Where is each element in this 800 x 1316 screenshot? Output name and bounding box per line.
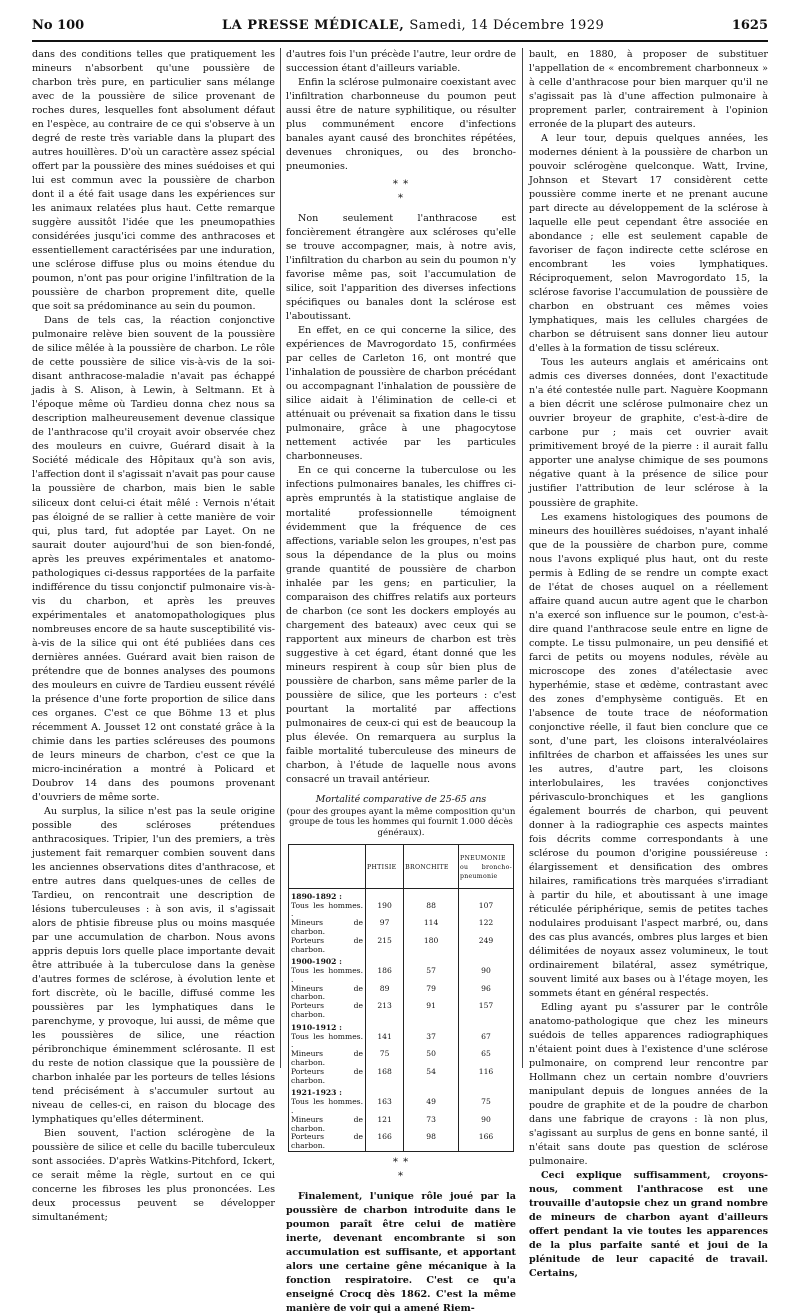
table-cell: 180 — [404, 937, 459, 955]
table-cell: 166 — [459, 1133, 514, 1151]
header-rule — [32, 40, 768, 42]
table-cell: 65 — [459, 1050, 514, 1068]
table-cell: 190 — [366, 902, 404, 920]
table-cell: 37 — [404, 1033, 459, 1051]
mortality-table — [288, 844, 514, 1152]
journal-title — [222, 18, 604, 33]
table-group-row — [289, 1085, 514, 1098]
table-cell: 122 — [459, 919, 514, 937]
row-label: Porteurs de charbon. — [289, 1133, 366, 1151]
table-row — [289, 1068, 514, 1086]
table-cell: 57 — [404, 967, 459, 985]
table-cell: 75 — [459, 1098, 514, 1116]
page-number: 1625 — [731, 18, 768, 33]
period-label: 1890-1892 : — [289, 888, 366, 901]
table-cell: 186 — [366, 967, 404, 985]
table-cell — [404, 1085, 459, 1098]
issue-number: No 100 — [32, 18, 85, 33]
table-cell: 114 — [404, 919, 459, 937]
paragraph: Non seulement l'anthracose est foncièrement étrangère aux scléroses qu'elle se trouve accompagner, mais, à notre avis, l'infiltration du charbon au sein du poumon n'y favorise même pas, soit l'accumulation de silice, soit l'apparition des diverses infections spécifiques ou banales dont la sclérose est l'aboutissant. — [286, 213, 516, 323]
table-cell: 89 — [366, 985, 404, 1003]
paragraph: En ce qui concerne la tuberculose ou les infections pulmonaires banales, les chiffres ci-après empruntés à la statistique anglaise de mortalité professionnelle témoignent évidemment que la fréquence de ces affections, variable selon les groupes, n'est pas sous la dépendance de la plus ou moins grande quantité de poussière de charbon inhalée par les gens; en particulier, la comparaison des chiffres relatifs aux porteurs de charbon (ce sont les dockers employés au chargement des bateaux) avec ceux qui se rapportent aux mineurs de charbon est très suggestive à cet égard, étant donné que les mineurs respirent à coup sûr bien plus de poussière de charbon, sans même parler de la poussière de silice, que les porteurs : c'est pourtant la mortalité par affections pulmonaires de ceux-ci qui est de beaucoup la plus élevée. On remarquera au surplus la faible mortalité tuberculeuse des mineurs de charbon, à l'étude de laquelle nous avons consacré un travail antérieur. — [286, 465, 516, 785]
paragraph: Bien souvent, l'action sclérogène de la poussière de silice et celle du bacille tuberculeux sont associées. D'après Watkins-Pitchford, Ickert, ce serait même la règle, surtout en ce qui concerne les fibroses les plus prononcées. Les deux processus peuvent se développer simultanément; — [32, 1128, 275, 1224]
paragraph: bault, en 1880, à proposer de substituer l'appellation de « encombrement charbonneux » à celle d'anthracose pour bien marquer qu'il ne s'agissait pas là d'une affection pulmonaire à proprement parler, contrairement à l'opinion erronée de la plupart des auteurs. — [529, 49, 768, 131]
column-divider — [522, 48, 523, 1068]
column-2 — [286, 48, 516, 1316]
row-label: Tous les hommes. . — [289, 967, 366, 985]
row-label: Mineurs de charbon. — [289, 919, 366, 937]
period-label: 1900-1902 : — [289, 954, 366, 967]
column-3 — [529, 48, 768, 1281]
period-label: 1910-1912 : — [289, 1020, 366, 1033]
table-row — [289, 1050, 514, 1068]
paragraph: Les examens histologiques des poumons de mineurs des houillères suédoises, n'ayant inhalé que de la poussière de charbon pure, comme nous l'avons expliqué plus haut, ont du reste permis à Edling de se rendre un compte exact de l'état de choses auquel on a réellement affaire quand aucun autre agent que le charbon n'a exercé son influence sur le poumon, c'est-à-dire quand l'anthracose seule entre en ligne de compte. Le tissu pulmonaire, un peu densifié et farci de petits ou moyens nodules, révèle au microscope des zones d'atélectasie avec hyperhémie, stase et œdème, contrastant avec des zones d'emphysème contiguës. Et en l'absence de toute trace de néoformation conjonctive réelle, il faut bien conclure que ce sont, d'une part, les cloisons interalvéolaires infiltrées de charbon et affaissées les unes sur les autres, d'autre part, les cloisons interlobulaires, les travées conjonctives périvasculo-bronchiques et les ganglions également bourrés de charbon, qui peuvent donner à la radiographie ces aspects maintes fois décrits comme correspondants à une sclérose du poumon d'origine poussiéreuse : élargissement et densification des ombres hilaires, ramifications très marquées s'irradiant à partir du hile, et aboutissant à une image réticulée périphérique, semis de petites taches nodulaires produisant l'aspect marbré, ou, dans des cas plus avancés, ombres plus larges et bien délimitées de noyaux assez volumineux, le tout ordinairement bilatéral, assez symétrique, souvent limité aux bases ou à l'étage moyen, les sommets étant en général respectés. — [529, 511, 768, 1000]
table-cell: 96 — [459, 985, 514, 1003]
table-cell — [459, 1020, 514, 1033]
table-cell: 54 — [404, 1068, 459, 1086]
paragraph: Dans de tels cas, la réaction conjonctive pulmonaire relève bien souvent de la poussière de silice mêlée à la poussière de charbon. Le rôle de cette poussière de silice vis-à-vis de la soi-disant anthracose-maladie n'avait pas échappé jadis à S. Alison, à Lewin, à Seltmann. Et à l'époque même où Tardieu donna chez nous sa description malheureusement devenue classique de l'anthracose qu'il croyait avoir observée chez des mouleurs en cuivre, Guérard disait à la Société médicale des Hôpitaux qu'à son avis, l'affection dont il s'agissait n'avait pas pour cause la poussière de charbon, mais bien le sable siliceux dont celui-ci était mêlé : Vernois n'était pas éloigné de se rallier à cette manière de voir qui, plus tard, fut adoptée par Layet. On ne saurait douter aujourd'hui de son bien-fondé, après les preuves expérimentales et anatomo-pathologiques ci-dessus rapportées de la parfaite indifférence du tissu conjonctif pulmonaire vis-à-vis du charbon, et après les preuves expérimentales et anatomopathologiques plus nombreuses encore de sa haute susceptibilité vis-à-vis de la silice qui ont été publiées dans ces dernières années. Guérard avait bien raison de prétendre que de bonnes analyses des poumons des mouleurs en cuivre de Tardieu eussent révélé la présence d'une forte proportion de silice dans ces organes. C'est ce que Böhme 13 et plus récemment A. Jousset 12 ont constaté grâce à la chimie dans les parties scléreuses des poumons de leurs mineurs de charbon, c'est ce que la micro-incinération a montré à Policard et Doubrov 14 dans des poumons provenant d'ouvriers de même sorte. — [32, 315, 275, 803]
table-cell: 107 — [459, 902, 514, 920]
paragraph: Enfin la sclérose pulmonaire coexistant avec l'infiltration charbonneuse du poumon peut aussi être de nature syphilitique, ou résulter plus communément encore d'infections banales ayant causé des bronchites répétées, devenues chroniques, ou des broncho-pneumonies. — [286, 77, 516, 173]
table-cell — [366, 1020, 404, 1033]
table-row — [289, 1133, 514, 1151]
table-cell: 121 — [366, 1116, 404, 1134]
paragraph: En effet, en ce qui concerne la silice, des expériences de Mavrogordato 15, confirmées par celles de Carleton 16, ont montré que l'inhalation de poussière de charbon précédant ou accompagnant l'inhalation de poussière de silice aidait à l'élimination de celle-ci et atténuait ou prévenait sa fixation dans le tissu pulmonaire, grâce à une phagocytose nettement activée par les particules charbonneuses. — [286, 325, 516, 463]
table-cell — [404, 1020, 459, 1033]
table-cell — [459, 1085, 514, 1098]
table-cell: 91 — [404, 1002, 459, 1020]
table-header: BRONCHITE — [404, 845, 459, 888]
row-label: Tous les hommes. . — [289, 1098, 366, 1116]
table-cell: 90 — [459, 1116, 514, 1134]
table-cell: 73 — [404, 1116, 459, 1134]
table-group-row — [289, 888, 514, 901]
paragraph: A leur tour, depuis quelques années, les modernes dénient à la poussière de charbon un pouvoir sclérogène quelconque. Watt, Irvine, Johnson et Stevart 17 considèrent cette poussière comme inerte et ne prenant aucune part directe au développement de la sclérose à laquelle elle peut cependant être associée en abondance ; elle est seulement capable de favoriser de façon indirecte cette sclérose en encombrant les voies lymphatiques. Réciproquement, selon Mavrogordato 15, la sclérose favorise l'accumulation de poussière de charbon en obstruant ces mêmes voies lymphatiques, mais les cellules chargées de charbon se détruisent sans donner lieu autour d'elles à la formation de tissu scléreux. — [529, 133, 768, 355]
row-label: Porteurs de charbon. — [289, 1068, 366, 1086]
period-label: 1921-1923 : — [289, 1085, 366, 1098]
paragraph: d'autres fois l'un précède l'autre, leur ordre de succession étant d'ailleurs variable. — [286, 49, 516, 75]
table-subtitle: (pour des groupes ayant la même composition qu'un groupe de tous les hommes qui fournit 1.000 décès généraux). — [286, 806, 516, 838]
table-cell: 50 — [404, 1050, 459, 1068]
table-cell: 249 — [459, 937, 514, 955]
table-row — [289, 1116, 514, 1134]
table-row — [289, 919, 514, 937]
issue-date: Samedi, 14 Décembre 1929 — [409, 18, 605, 33]
table-cell — [459, 888, 514, 901]
paragraph: Edling ayant pu s'assurer par le contrôle anatomo-pathologique que chez les mineurs suédois de telles apparences radiographiques n'étaient point dues à l'existence d'une sclérose pulmonaire, on comprend leur rencontre par Hollmann chez un certain nombre d'ouvriers manipulant depuis de longues années de la poudre de graphite et de la poudre de charbon dans une fabrique de crayons : là non plus, s'agissant au surplus de gens en bonne santé, il n'était sans doute pas question de sclérose pulmonaire. — [529, 1002, 768, 1168]
paragraph: Finalement, l'unique rôle joué par la poussière de charbon introduite dans le poumon paraît être celui de matière inerte, devenant encombrante si son accumulation est suffisante, et apportant alors une certaine gêne mécanique à la fonction respiratoire. C'est ce qu'a enseigné Crocq dès 1862. C'est la même manière de voir qui a amené Riem- — [286, 1191, 516, 1315]
table-cell: 213 — [366, 1002, 404, 1020]
table-row — [289, 902, 514, 920]
journal-name: LA PRESSE MÉDICALE, — [222, 18, 405, 33]
section-separator: * * * — [392, 1157, 410, 1183]
table-group-row — [289, 1020, 514, 1033]
row-label: Tous les hommes. . — [289, 902, 366, 920]
table-cell — [366, 1085, 404, 1098]
row-label: Porteurs de charbon. — [289, 1002, 366, 1020]
paragraph: Au surplus, la silice n'est pas la seule origine possible des scléroses prétendues anthracosiques. Tripier, l'un des premiers, a très justement fait remarquer combien souvent dans les anciennes observations dites d'anthracose, et entre autres dans quelques-unes de celles de Tardieu, on rencontrait une description de lésions tuberculeuses : à son avis, il s'agissait alors de phtisie fibreuse plus ou moins masquée par une accumulation de charbon. Nous avons appris depuis lors quelle place importante devait être attribuée à la tuberculose dans la genèse d'autres formes de sclérose, à évolution lente et fort discrète, où le bacille, diffusé comme les poussières par les lymphatiques dans le parenchyme, y provoque, lui aussi, de même que les poussières de silice, une réaction péribronchique éminemment sclérosante. Il est du reste de notion classique que la poussière de charbon inhalée par les porteurs de telles lésions tend précisément à s'accumuler surtout au niveau de celles-ci, en raison du blocage des lymphatiques qu'elles déterminent. — [32, 805, 275, 1126]
table-cell — [404, 888, 459, 901]
table-cell — [366, 888, 404, 901]
paragraph: Tous les auteurs anglais et américains ont admis ces diverses données, dont l'exactitude n'a été contestée nulle part. Naguère Koopmann a bien décrit une sclérose pulmonaire chez un ouvrier broyeur de graphite, c'est-à-dire de carbone pur ; mais cet ouvrier avait primitivement broyé de la pierre : il aurait fallu apporter une analyse chimique de ses poumons négative quant à la présence de silice pour justifier l'attribution de leur sclérose à la poussière de graphite. — [529, 357, 768, 509]
table-row — [289, 1098, 514, 1116]
table-row — [289, 937, 514, 955]
table-row — [289, 1033, 514, 1051]
page-header — [32, 18, 768, 40]
row-label: Mineurs de charbon. — [289, 985, 366, 1003]
row-label: Mineurs de charbon. — [289, 1116, 366, 1134]
column-divider — [280, 48, 281, 1068]
section-separator: * * * — [392, 179, 410, 205]
row-label: Porteurs de charbon. — [289, 937, 366, 955]
column-1 — [32, 48, 275, 1225]
table-header: PNEUMONIE ou broncho-pneumonie — [459, 845, 514, 888]
table-cell: 49 — [404, 1098, 459, 1116]
table-cell: 166 — [366, 1133, 404, 1151]
table-header: PHTISIE — [366, 845, 404, 888]
table-title: Mortalité comparative de 25-65 ans — [315, 793, 487, 805]
table-row — [289, 967, 514, 985]
table-cell: 97 — [366, 919, 404, 937]
table-cell: 157 — [459, 1002, 514, 1020]
table-cell: 79 — [404, 985, 459, 1003]
paragraph: Ceci explique suffisamment, croyons-nous, comment l'anthracose est une trouvaille d'autopsie chez un grand nombre de mineurs de charbon ayant d'ailleurs offert pendant la vie toutes les apparences de la plus parfaite santé et joui de la plénitude de leur capacité de travail. Certains, — [529, 1170, 768, 1280]
row-label: Tous les hommes. . — [289, 1033, 366, 1051]
table-cell: 215 — [366, 937, 404, 955]
table-cell: 141 — [366, 1033, 404, 1051]
row-label: Mineurs de charbon. — [289, 1050, 366, 1068]
table-cell: 163 — [366, 1098, 404, 1116]
table-row — [289, 985, 514, 1003]
table-cell: 168 — [366, 1068, 404, 1086]
table-cell: 67 — [459, 1033, 514, 1051]
table-cell: 98 — [404, 1133, 459, 1151]
paragraph: dans des conditions telles que pratiquement les mineurs n'absorbent qu'une poussière de charbon très pure, en particulier sans mélange avec de la poussière de silice provenant de roches dures, lesquelles font absolument défaut en l'espèce, au contraire de ce qui s'observe à un degré de reste très variable dans la plupart des autres houillères. D'où un caractère assez spécial offert par la poussière des mines suédoises et qui lui est commun avec la poussière de charbon dont il a été fait usage dans les expériences sur les animaux relatées plus haut. Cette remarque suggère aussitôt l'idée que les pneumopathies considérées jusqu'ici comme des anthracoses et essentiellement caractérisées par une induration, une sclérose diffuse plus ou moins étendue du poumon, n'ont pas pour origine l'infiltration de la poussière de charbon proprement dite, quelle que soit sa prédominance au sein du poumon. — [32, 49, 275, 313]
table-cell: 88 — [404, 902, 459, 920]
table-cell: 90 — [459, 967, 514, 985]
table-header — [289, 845, 366, 888]
table-row — [289, 1002, 514, 1020]
table-cell: 75 — [366, 1050, 404, 1068]
table-cell: 116 — [459, 1068, 514, 1086]
